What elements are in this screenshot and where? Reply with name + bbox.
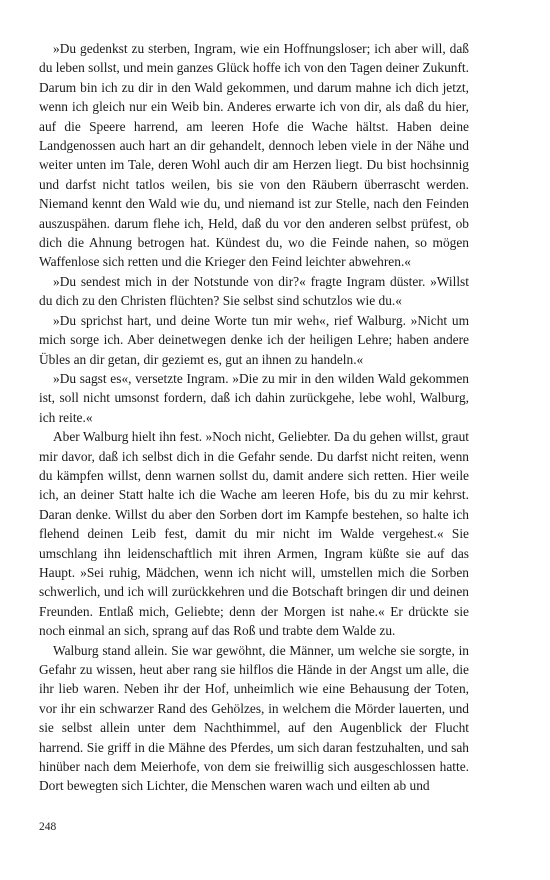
paragraph-3: »Du sprichst hart, und deine Worte tun mir weh«, rief Walburg. »Nicht um mich sorge ich. Aber deinetwegen denke ich der heiligen Lehre; haben andere Übles an dir getan, dir geziemt es, gut an ihnen zu handeln.« [39, 312, 469, 367]
paragraph-2: »Du sendest mich in der Notstunde von dir?« fragte Ingram düster. »Willst du dich zu den Christen flüchten? Sie selbst sind schutzlos wie du.« [39, 273, 469, 309]
paragraph-4: »Du sagst es«, versetzte Ingram. »Die zu mir in den wilden Wald gekommen ist, soll nicht umsonst fordern, daß ich dahin zurückgehe, lebe wohl, Walburg, ich reite.« [39, 370, 469, 425]
page-number: 248 [39, 821, 57, 833]
paragraph-5: Aber Walburg hielt ihn fest. »Noch nicht, Geliebter. Da du gehen willst, graut mir davor, daß ich selbst dich in die Gefahr sende. Du darfst nicht reiten, wenn du kämpfen willst, denn warnen sollst du, damit andere sich retten. Hier weile ich, an deiner Statt halte ich die Wache am leeren Hofe, bis du zu mir kehrst. Daran denke. Willst du aber den Sorben dort im Kampfe bestehen, so halte ich flehend deinen Leib fest, damit du mir nicht im Walde vergehest.« Sie umschlang ihn leidenschaftlich mit ihren Armen, Ingram küßte sie auf das Haupt. »Sei ruhig, Mädchen, wenn ich nicht will, umstellen mich die Sorben schwerlich, und ich will zurückkehren und die Botschaft bringen dir und deinen Freunden. Entlaß mich, Geliebte; denn der Morgen ist nahe.« Er drückte sie noch einmal an sich, sprang auf das Roß und trabte dem Walde zu. [39, 429, 469, 639]
paragraph-6: Walburg stand allein. Sie war gewöhnt, die Männer, um welche sie sorgte, in Gefahr zu wissen, heut aber rang sie hilflos die Hände in der Angst um alle, die ihr lieb waren. Neben ihr der Hof, unheimlich wie eine Behausung der Toten, vor ihr ein schwarzer Rand des Gehölzes, in welchem die Mörder lauerten, und sie selbst allein unter dem Nachthimmel, auf den Augenblick der Flucht harrend. Sie griff in die Mähne des Pferdes, um sich daran festzuhalten, und sah hinüber nach dem Meierhofe, von dem sie freiwillig sich ausgeschlossen hatte. Dort bewegten sich Lichter, die Menschen waren wach und eilten ab und [39, 642, 469, 794]
paragraph-1: »Du gedenkst zu sterben, Ingram, wie ein Hoffnungsloser; ich aber will, daß du leben sollst, und mein ganzes Glück hoffe ich von den Tagen deiner Zukunft. Darum bin ich zu dir in den Wald gekommen, und darum mahne ich dich jetzt, wenn ich gleich nur ein Weib bin. Anderes erwarte ich von dir, als daß du hier, auf die Speere harrend, am leeren Hofe die Wache hältst. Haben deine Landgenossen auch hart an dir gehandelt, dennoch leben viele in der Nähe und weiter unten im Tale, deren Wohl auch dir am Herzen liegt. Du bist hochsinnig und darfst nicht tatlos weilen, bis sie von den Räubern überrascht werden. Niemand kennt den Wald wie du, und niemand ist zur Stelle, nach den Feinden auszuspähen. darum flehe ich, Held, daß du vor den anderen selbst prüfest, ob dich die Ahnung betrogen hat. Kündest du, wo die Feinde nahen, so mögen Waffenlose sich retten und die Krieger den Feind leichter abwehren.« [39, 41, 469, 270]
body-text [39, 39, 469, 796]
